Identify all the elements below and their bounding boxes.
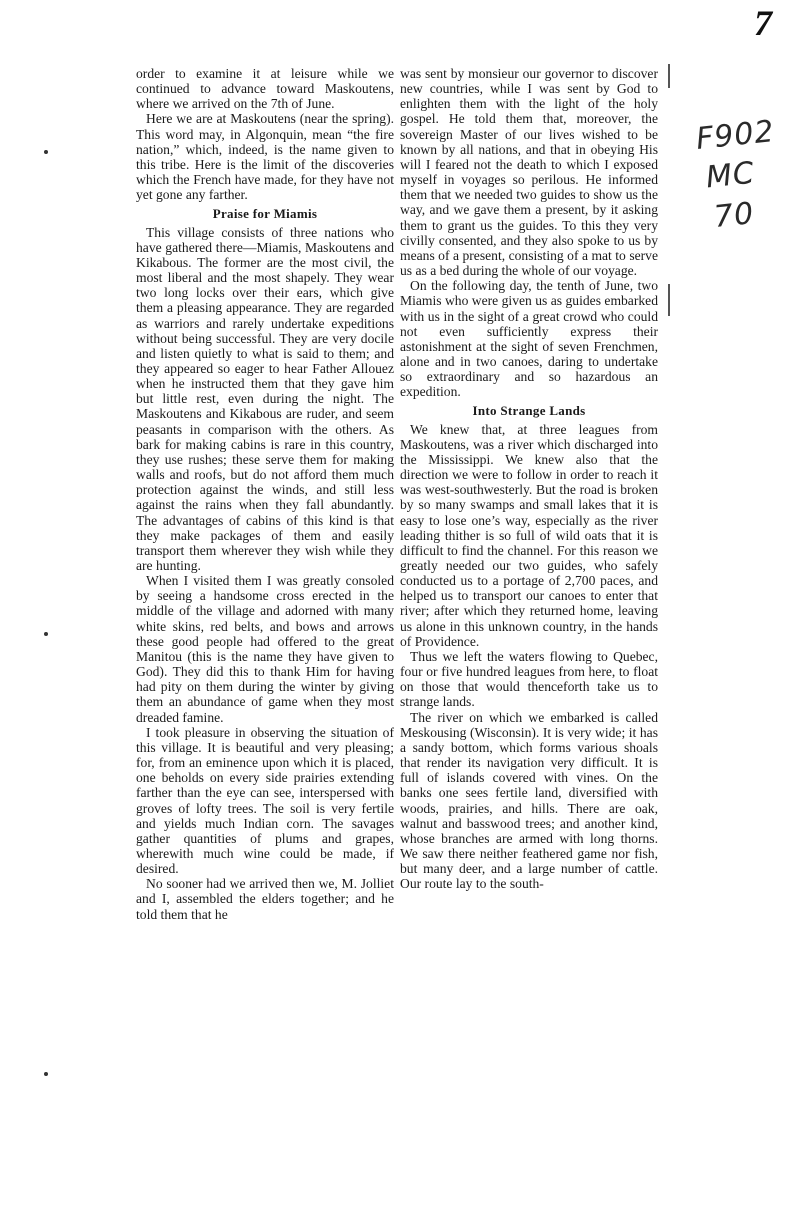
- margin-dot: [44, 1072, 48, 1076]
- left-column: [136, 66, 394, 922]
- margin-rule: [668, 284, 670, 316]
- margin-dot: [44, 150, 48, 154]
- paragraph: Here we are at Maskoutens (near the spring). This word may, in Algonquin, mean “the fire nation,” which, indeed, is the name given to this tribe. Here is the limit of the discoveries which the French have made, for they have not yet gone any farther.: [136, 111, 394, 203]
- paragraph: order to examine it at leisure while we continued to advance toward Maskoutens, where we arrived on the 7th of June.: [136, 66, 394, 112]
- paragraph: This village consists of three nations who have gathered there—Miamis, Maskoutens and Kikabous. The former are the most civil, the most liberal and the most shapely. They wear two long locks over their ears, which give them a pleasing appearance. They are regarded as warriors and rarely undertake expeditions without being successful. They are very docile and listen quietly to what is said to them; and they appeared so eager to hear Father Allouez when he instructed them that they gave him but little rest, even during the night. The Maskoutens and Kikabous are ruder, and seem peasants in comparison with the others. As bark for making cabins is rare in this country, they use rushes; these serve them for making walls and roofs, but do not afford them much protection against the winds, and still less against the rains when they fall abundantly. The advantages of cabins of this kind is that they make packages of them and easily transport them wherever they wish while they are hunting.: [136, 224, 394, 573]
- margin-note-3: 70: [712, 195, 756, 236]
- page-number: 7: [754, 3, 772, 43]
- paragraph: When I visited them I was greatly consoled by seeing a handsome cross erected in the middle of the village and adorned with many white skins, red belts, and bows and arrows these good people had offered to the great Manitou (this is the name they have given to God). They did this to thank Him for having had pity on them during the winter by giving them an abundance of game when they most dreaded famine.: [136, 573, 394, 725]
- margin-dot: [44, 632, 48, 636]
- paragraph: Thus we left the waters flowing to Quebec, four or five hundred leagues from here, to float on those that would thenceforth take us to strange lands.: [400, 648, 658, 710]
- margin-note-2: MC: [704, 155, 757, 196]
- paragraph: We knew that, at three leagues from Maskoutens, was a river which discharged into the Mississippi. We knew also that the direction we were to follow in order to reach it was west-southwesterly. But the road is broken by so many swamps and small lakes that it is easy to lose one’s way, especially as the river leading thither is so full of wild oats that it is difficult to find the channel. For this reason we greatly needed our two guides, who safely conducted us to a portage of 2,700 paces, and helped us to transport our canoes to enter that river; after which they returned home, leaving us alone in this unknown country, in the hands of Providence.: [400, 421, 658, 649]
- margin-note-1: F902: [694, 113, 777, 158]
- right-column: [400, 66, 658, 891]
- paragraph: The river on which we embarked is called Meskousing (Wisconsin). It is very wide; it has a sandy bottom, which forms various shoals that render its navigation very difficult. It is full of islands covered with vines. On the banks one sees fertile land, diversified with woods, prairies, and hills. There are oak, walnut and basswood trees; and another kind, whose branches are armed with long thorns. We saw there neither feathered game nor fish, but many deer, and a large number of cattle. Our route lay to the south-: [400, 709, 658, 892]
- paragraph: was sent by monsieur our governor to discover new countries, while I was sent by God to enlighten them with the light of the holy gospel. He told them that, moreover, the sovereign Master of our lives wished to be known by all nations, and that in obeying His will I feared not the death to which I exposed myself in voyages so perilous. He informed them that we needed two guides to show us the way, and we gave them a present, by it asking them to grant us the guides. To this they very civilly consented, and they also spoke to us by means of a present, consisting of a mat to serve us as a bed during the whole of our voyage.: [400, 66, 658, 279]
- margin-rule: [668, 64, 670, 88]
- paragraph: I took pleasure in observing the situation of this village. It is beautiful and very pleasing; for, from an eminence upon which it is placed, one beholds on every side prairies extending farther than the eye can see, interspersed with groves of lofty trees. The soil is very fertile and yields much Indian corn. The savages gather quantities of plums and grapes, wherewith much wine could be made, if desired.: [136, 724, 394, 877]
- paragraph: No sooner had we arrived then we, M. Jolliet and I, assembled the elders together; and he told them that he: [136, 876, 394, 922]
- paragraph: On the following day, the tenth of June, two Miamis who were given us as guides embarked with us in the sight of a great crowd who could not even sufficiently express their astonishment at the sight of seven Frenchmen, alone and in two canoes, daring to undertake so extraordinary and so hazardous an expedition.: [400, 278, 658, 400]
- section-heading: Praise for Miamis: [212, 206, 318, 222]
- section-heading: Into Strange Lands: [472, 403, 586, 419]
